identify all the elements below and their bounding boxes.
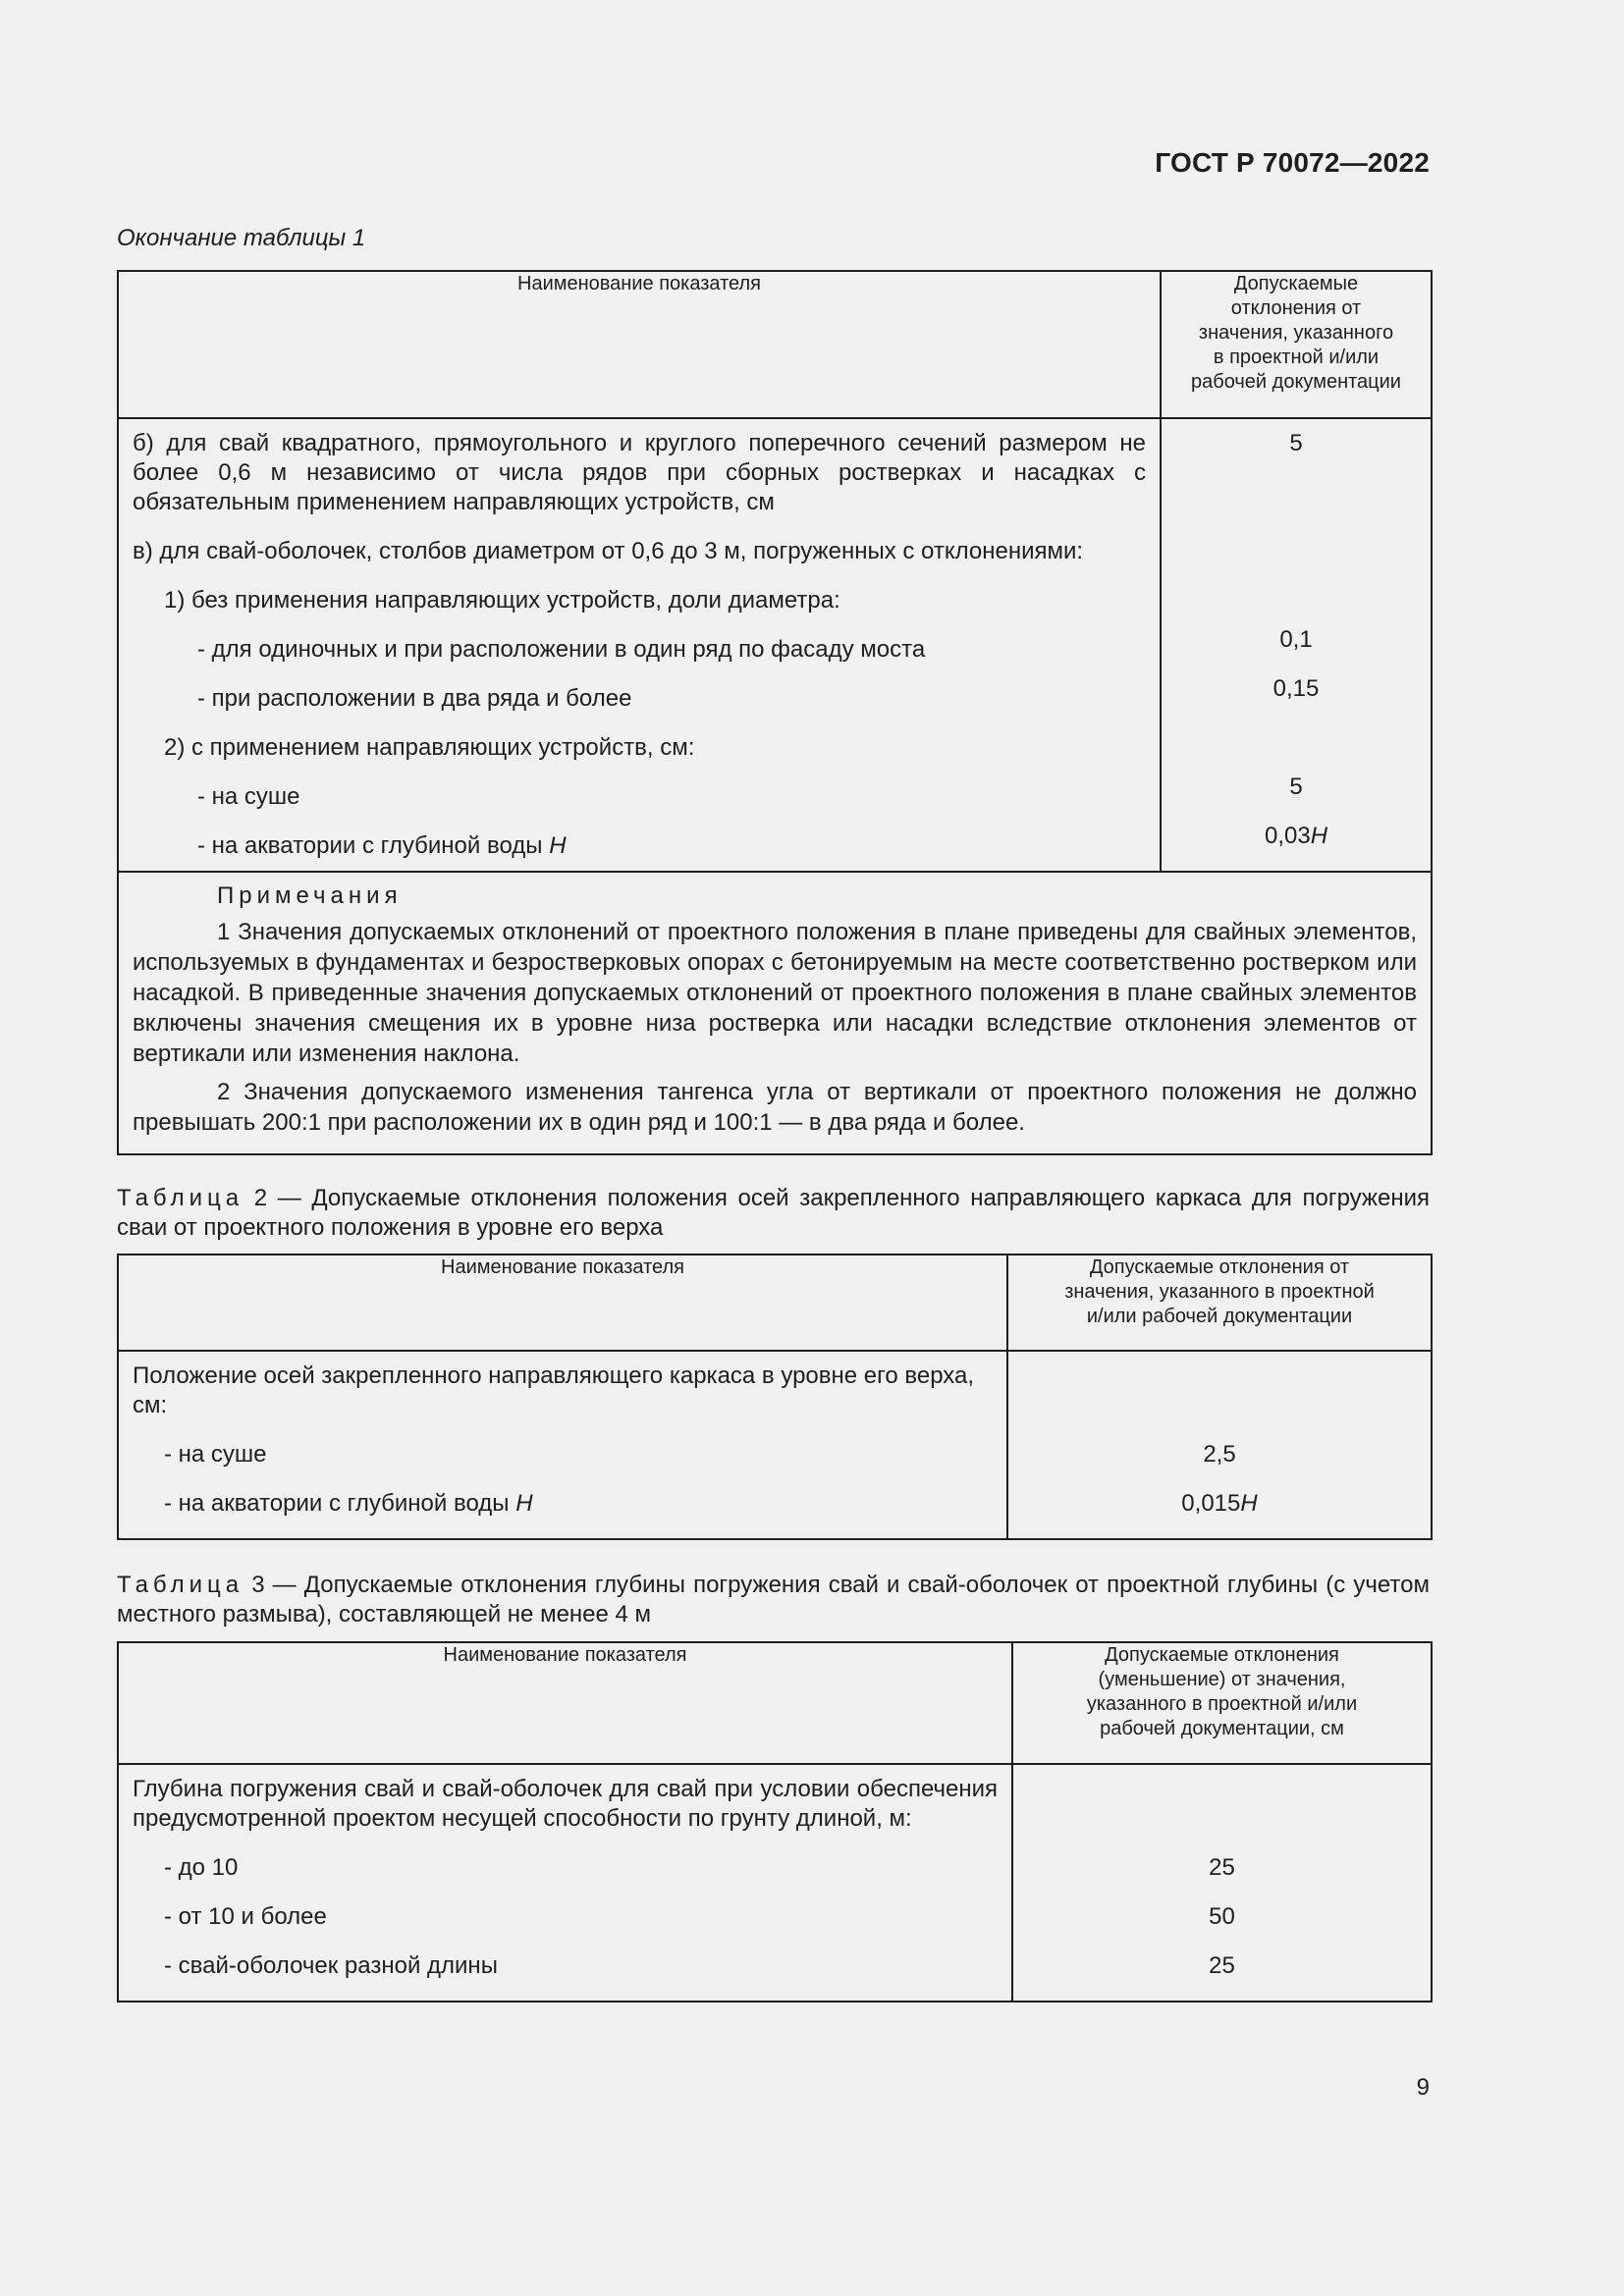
table1-rows bbox=[118, 418, 1161, 872]
page-number: 9 bbox=[1416, 2074, 1430, 2101]
document-code: ГОСТ Р 70072—2022 bbox=[1155, 147, 1430, 178]
table-cell-value: 2,5 bbox=[1203, 1441, 1236, 1468]
table-row: - на суше bbox=[164, 1441, 267, 1468]
table-2 bbox=[117, 1254, 1433, 1540]
table3-caption: Таблица 3 — Допускаемые отклонения глубины погружения свай и свай-оболочек от проектной глубины (с учетом местного размыва), составляющей не менее 4 м bbox=[117, 1572, 1430, 1628]
table3-header-name: Наименование показателя bbox=[118, 1642, 1012, 1764]
table-cell-value: 25 bbox=[1209, 1952, 1235, 1979]
table-row: - на суше bbox=[197, 783, 300, 810]
table-row: 2) с применением направляющих устройств, см: bbox=[164, 734, 695, 761]
table-cell-value: 50 bbox=[1209, 1903, 1235, 1930]
table-cell-value bbox=[1008, 1362, 1431, 1440]
table2-header-value: Допускаемые отклонения от значения, указанного в проектной и/или рабочей документации bbox=[1007, 1255, 1432, 1351]
table3-values bbox=[1012, 1764, 1432, 2002]
table2-values bbox=[1007, 1351, 1432, 1539]
table1-header-value: Допускаемые отклонения от значения, указанного в проектной и/или рабочей документации bbox=[1161, 271, 1432, 418]
table1-notes bbox=[118, 872, 1432, 1154]
table2-rows bbox=[118, 1351, 1007, 1539]
table-row: 1) без применения направляющих устройств, доли диаметра: bbox=[164, 587, 840, 614]
table-cell-value: 0,03H bbox=[1264, 823, 1328, 849]
table-cell-value: 0,1 bbox=[1279, 626, 1313, 653]
table1-values bbox=[1161, 418, 1432, 872]
table-row: - свай-оболочек разной длины bbox=[164, 1952, 498, 1979]
table-row: - при расположении в два ряда и более bbox=[197, 685, 632, 712]
table-cell-value: 25 bbox=[1209, 1854, 1235, 1881]
table-row: в) для свай-оболочек, столбов диаметром от 0,6 до 3 м, погруженных с отклонениями: bbox=[133, 538, 1084, 564]
table-1 bbox=[117, 270, 1433, 1155]
table-cell-value: 0,15 bbox=[1272, 675, 1320, 702]
table3-rows bbox=[118, 1764, 1012, 2002]
note-2: 2 Значения допускаемого изменения тангенса угла от вертикали от проектного положения не должно превышать 200:1 при расположении их в один ряд и 100:1 — в два ряда и более. bbox=[133, 1079, 1417, 1136]
table-cell-value bbox=[1162, 527, 1431, 576]
table-3 bbox=[117, 1641, 1433, 2002]
notes-title: Примечания bbox=[217, 882, 403, 909]
table-row: - до 10 bbox=[164, 1854, 239, 1881]
table-cell-value bbox=[1013, 1775, 1431, 1853]
table1-header-name: Наименование показателя bbox=[118, 271, 1161, 418]
table1-continuation-label: Окончание таблицы 1 bbox=[117, 225, 366, 251]
table-row: - от 10 и более bbox=[164, 1903, 327, 1930]
table-cell-value: 0,015H bbox=[1181, 1490, 1258, 1517]
table2-caption: Таблица 2 — Допускаемые отклонения положения осей закрепленного направляющего каркаса для погружения сваи от проектного положения в уровне его верха bbox=[117, 1185, 1430, 1241]
table-row: - на акватории с глубиной воды H bbox=[164, 1490, 533, 1517]
table-row: Глубина погружения свай и свай-оболочек для свай при условии обеспечения предусмотренной проектом несущей способности по грунту длиной, м: bbox=[133, 1776, 998, 1832]
table-row: Положение осей закрепленного направляющего каркаса в уровне его верха, см: bbox=[133, 1362, 975, 1418]
table-cell-value: 5 bbox=[1289, 430, 1303, 456]
table3-header-value: Допускаемые отклонения (уменьшение) от значения, указанного в проектной и/или рабочей документации, см bbox=[1012, 1642, 1432, 1764]
table-row: - на акватории с глубиной воды H bbox=[197, 832, 567, 859]
table-row: б) для свай квадратного, прямоугольного и круглого поперечного сечений размером не более 0,6 м независимо от числа рядов при сборных ростверках и насадках с обязательным применением направляющих устройств, см bbox=[133, 430, 1146, 515]
table-cell-value bbox=[1162, 723, 1431, 773]
table-cell-value bbox=[1162, 576, 1431, 625]
table2-header-name: Наименование показателя bbox=[118, 1255, 1007, 1351]
table-row: - для одиночных и при расположении в один ряд по фасаду моста bbox=[197, 636, 926, 663]
note-1: 1 Значения допускаемых отклонений от проектного положения в плане приведены для свайных элементов, используемых в фундаментах и безростверковых опорах с бетонируемым на месте соответственно ростверком или насадкой. В приведенные значения допускаемых отклонений от проектного положения в плане свайных элементов включены значения смещения их в уровне низа ростверка или насадки вследствие отклонения элементов от вертикали или изменения наклона. bbox=[133, 919, 1417, 1067]
table-cell-value: 5 bbox=[1289, 774, 1303, 800]
